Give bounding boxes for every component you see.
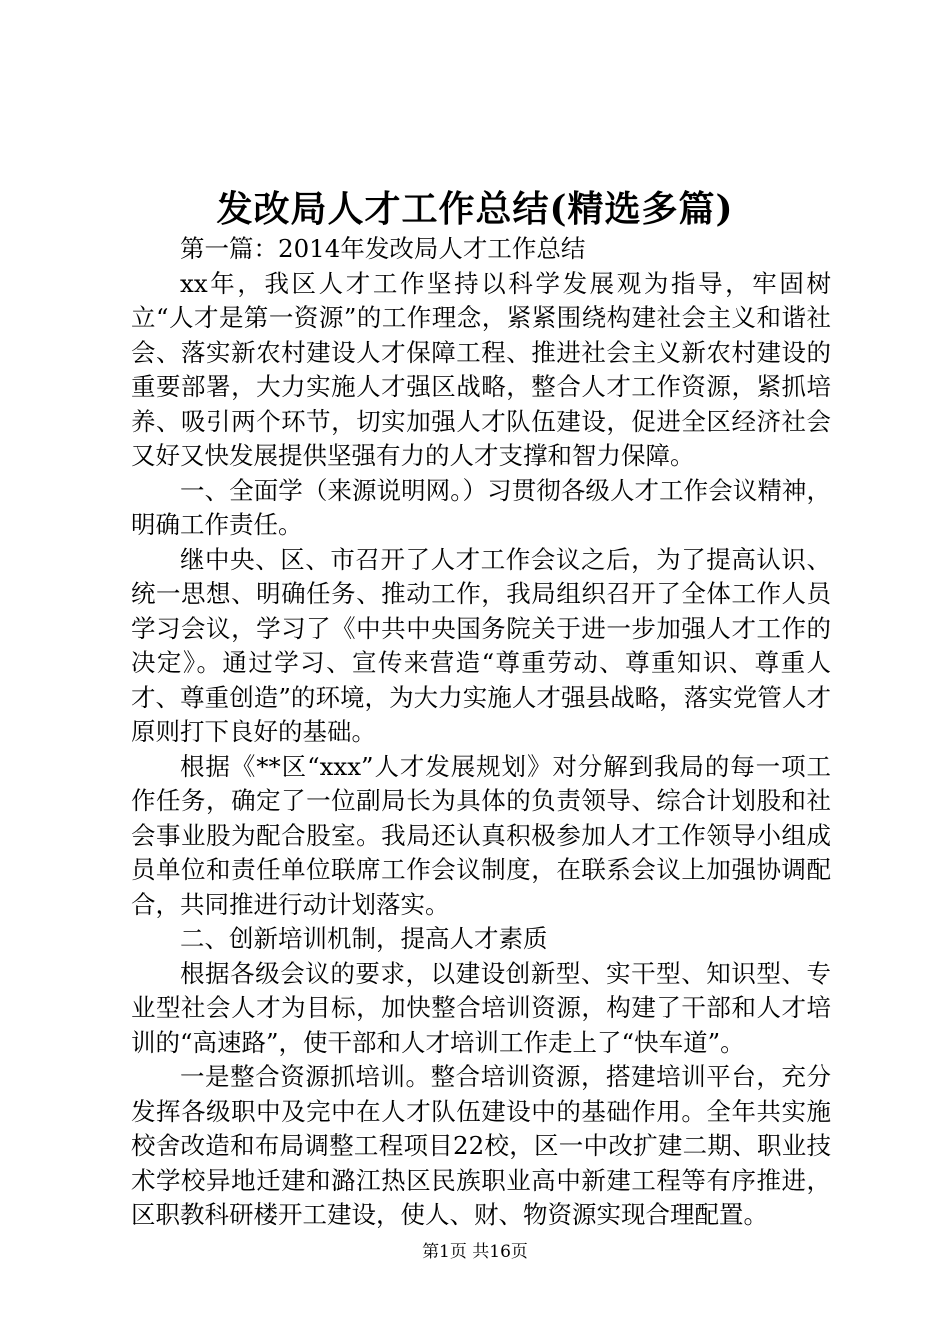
paragraph-intro: xx年，我区人才工作坚持以科学发展观为指导，牢固树立“人才是第一资源”的工作理念，紧紧围绕构建社会主义和谐社会、落实新农村建设人才保障工程、推进社会主义新农村建设的重要部署，大力实施人才强区战略，整合人才工作资源，紧抓培养、吸引两个环节，切实加强人才队伍建设，促进全区经济社会又好又快发展提供坚强有力的人才支撑和智力保障。 [131, 268, 831, 470]
document-body [131, 232, 831, 1233]
page-footer: 第1页 共16页 [422, 1242, 528, 1262]
section-heading-3: 二、创新培训机制，提高人才素质 [180, 924, 548, 953]
paragraph-plan: 根据《**区“xxx”人才发展规划》对分解到我局的每一项工作任务，确定了一位副局长为具体的负责领导、综合计划股和社会事业股为配合股室。我局还认真积极参加人才工作领导小组成员单位和责任单位联席工作会议制度，在联系会议上加强协调配合，共同推进行动计划落实。 [131, 751, 831, 919]
section-heading-1: 第一篇：2014年发改局人才工作总结 [180, 234, 586, 263]
document-title: 发改局人才工作总结(精选多篇) [216, 188, 734, 230]
paragraph-resources: 一是整合资源抓培训。整合培训资源，搭建培训平台，充分发挥各级职中及完中在人才队伍建设中的基础作用。全年共实施校舍改造和布局调整工程项目22校，区一中改扩建二期、职业技术学校异地迁建和潞江热区民族职业高中新建工程等有序推进，区职教科研楼开工建设，使人、财、物资源实现合理配置。 [131, 1062, 831, 1229]
paragraph-study: 继中央、区、市召开了人才工作会议之后，为了提高认识、统一思想、明确任务、推动工作，我局组织召开了全体工作人员学习会议，学习了《中共中央国务院关于进一步加强人才工作的决定》。通过学习、宣传来营造“尊重劳动、尊重知识、尊重人才、尊重创造”的环境，为大力实施人才强县战略，落实党管人才原则打下良好的基础。 [131, 544, 831, 746]
paragraph-training: 根据各级会议的要求，以建设创新型、实干型、知识型、专业型社会人才为目标，加快整合培训资源，构建了干部和人才培训的“高速路”，使干部和人才培训工作走上了“快车道”。 [131, 958, 831, 1057]
section-heading-2: 一、全面学（来源说明网。）习贯彻各级人才工作会议精神，明确工作责任。 [131, 475, 831, 539]
